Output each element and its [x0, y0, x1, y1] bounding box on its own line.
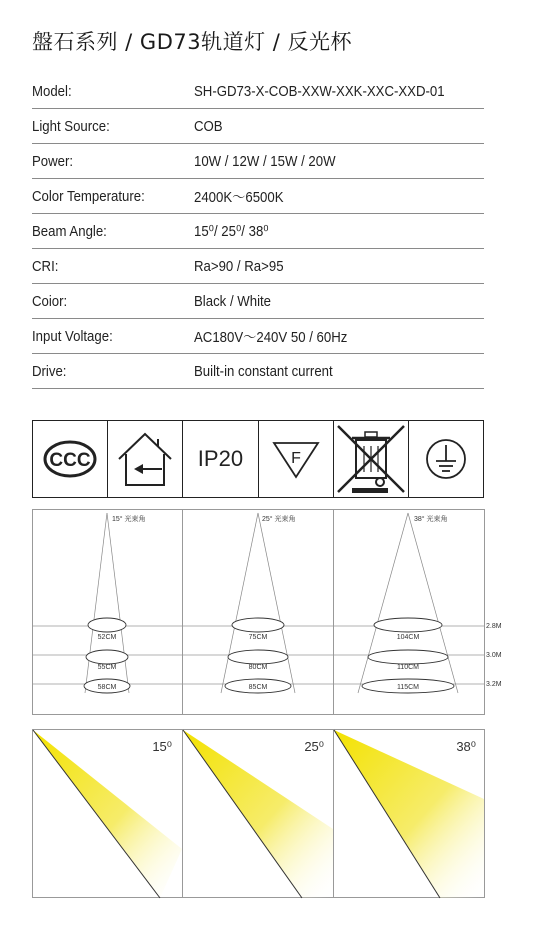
spec-row-model — [32, 74, 484, 109]
spec-key: Input Voltage: — [32, 327, 113, 345]
beam-size-15-32: 58CM — [97, 684, 117, 691]
spec-value: Black / White — [194, 292, 272, 310]
weee-bin-icon — [334, 421, 409, 497]
spec-row-cri — [32, 249, 484, 284]
spec-key: Beam Angle: — [32, 222, 107, 240]
spec-value: SH-GD73-X-COB-XXW-XXK-XXC-XXD-01 — [194, 82, 445, 100]
spec-value: 10W / 12W / 15W / 20W — [194, 152, 336, 170]
beam-size-15-28: 52CM — [97, 634, 117, 641]
spec-key: Power: — [32, 152, 74, 170]
ip-rating-text: IP20 — [197, 446, 244, 471]
beam-label-38: 38° 光束角 — [414, 516, 448, 523]
spec-key: Model: — [32, 82, 72, 100]
spec-value: Built-in constant current — [194, 362, 333, 380]
angle-label-25: 25⁰ — [304, 739, 324, 754]
f-mark-text: F — [290, 450, 301, 467]
beam-size-25-30: 80CM — [248, 664, 268, 671]
ccc-mark-text: CCC — [49, 450, 91, 471]
distance-label-30: 3.0M — [486, 652, 502, 659]
spec-key: Drive: — [32, 362, 67, 380]
beam-size-25-32: 85CM — [248, 684, 268, 691]
beam-size-38-30: 110CM — [396, 664, 420, 671]
spec-value: Ra>90 / Ra>95 — [194, 257, 284, 275]
spec-key: CRI: — [32, 257, 59, 275]
spec-key: Color Temperature: — [32, 187, 145, 205]
indoor-use-icon — [108, 421, 183, 497]
beam-spread-diagram — [32, 509, 520, 717]
distance-label-28: 2.8M — [486, 623, 502, 630]
ip20-rating — [183, 421, 258, 497]
distance-label-32: 3.2M — [486, 681, 502, 688]
ground-icon — [409, 421, 483, 497]
beam-size-38-32: 115CM — [396, 684, 420, 691]
spec-value: COB — [194, 117, 223, 135]
spec-row-color-temperature — [32, 179, 484, 214]
angle-label-15: 15⁰ — [152, 739, 172, 754]
spec-row-drive — [32, 354, 484, 389]
beam-size-15-30: 55CM — [97, 664, 117, 671]
beam-angle-illustrations — [32, 729, 486, 899]
spec-table — [32, 74, 484, 389]
spec-value: AC180V～240V 50 / 60Hz — [194, 328, 348, 346]
spec-row-input-voltage — [32, 319, 484, 354]
spec-key: Light Source: — [32, 117, 110, 135]
beam-size-38-28: 104CM — [396, 634, 420, 641]
spec-row-light-source — [32, 109, 484, 144]
spec-row-color — [32, 284, 484, 319]
certification-icons — [32, 420, 484, 498]
spec-row-beam-angle — [32, 214, 484, 249]
beam-label-25: 25° 光束角 — [262, 516, 296, 523]
spec-value: 15⁰/ 25⁰/ 38⁰ — [194, 223, 269, 240]
spec-key: Coior: — [32, 292, 68, 310]
beam-label-15: 15° 光束角 — [112, 516, 146, 523]
spec-value: 2400K～6500K — [194, 188, 284, 206]
ccc-icon — [33, 421, 108, 497]
f-mark-icon — [259, 421, 334, 497]
angle-label-38: 38⁰ — [456, 739, 476, 754]
page-title: 盤石系列 / GD73轨道灯 / 反光杯 — [32, 30, 353, 54]
beam-size-25-28: 75CM — [248, 634, 268, 641]
spec-row-power — [32, 144, 484, 179]
